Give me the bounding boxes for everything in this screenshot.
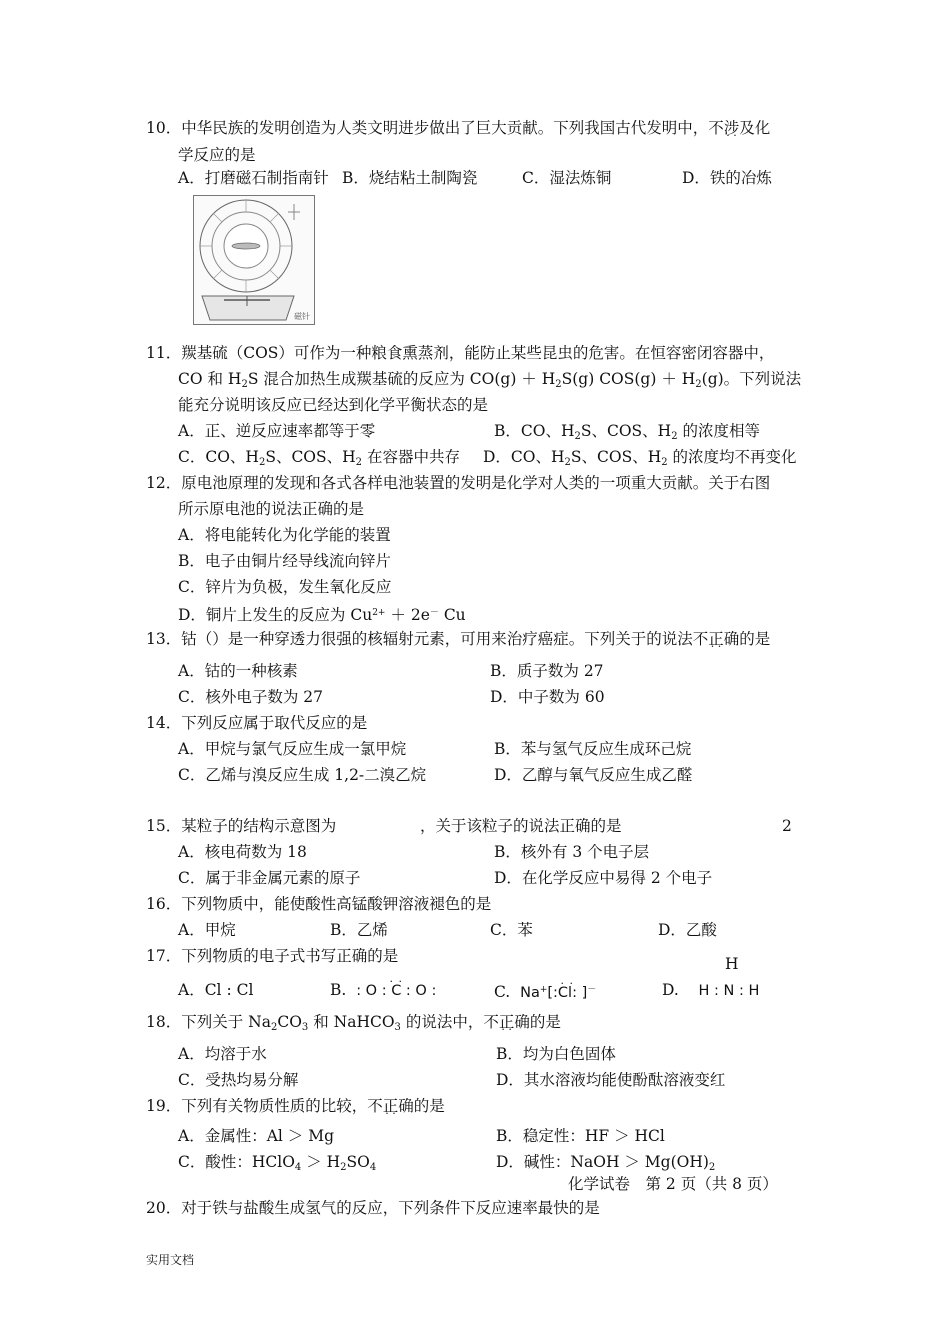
q13-stem-tail: 的是 — [739, 630, 771, 648]
subscript: 2 — [340, 1162, 347, 1173]
q12-option-d — [178, 603, 466, 625]
subscript: 2 — [574, 431, 581, 442]
q10-option-a: A．打磨磁石制指南针 — [178, 169, 329, 187]
q18-text-5: 的是 — [529, 1013, 561, 1031]
q19-emphasis: 不正确 · · — [367, 1097, 414, 1115]
q17-c-na: Na — [520, 985, 540, 1001]
q16-option-d: D．乙酸 — [658, 921, 717, 939]
q17-option-b — [330, 980, 436, 1001]
q12-d-2: ＋ 2e — [385, 606, 430, 624]
q18-option-a: A．均溶于水 — [178, 1045, 267, 1063]
q11-c-1: C．CO、H — [178, 448, 259, 466]
q17-option-c — [494, 980, 596, 1003]
q11-text-a: CO 和 H — [178, 370, 242, 388]
doc-footer: 实用文档 — [146, 1253, 195, 1267]
subscript: 4 — [369, 1162, 377, 1173]
q18-option-c: C．受热均易分解 — [178, 1071, 299, 1089]
q11-stem-line3: 能充分说明该反应已经达到化学平衡状态的是 — [178, 396, 489, 414]
q11-text-c: S(g) COS(g) ＋ H — [561, 370, 696, 388]
q10-stem-text: 10．中华民族的发明创造为人类文明进步做出了巨大贡献。下列我国古代发明中， — [146, 119, 709, 137]
q17-d-formula: H : N : H — [698, 983, 760, 999]
subscript: 2 — [564, 457, 571, 468]
q13-option-a: A．钴的一种核素 — [178, 662, 298, 680]
q19-d-1: D．碱性：NaOH ＞ Mg(OH) — [496, 1153, 709, 1171]
q15-option-a: A．核电荷数为 18 — [178, 843, 307, 861]
q18-text-2: CO — [277, 1013, 302, 1031]
q12-d-1: D．铜片上发生的反应为 Cu — [178, 606, 373, 624]
q11-d-3: 的浓度均不再变化 — [667, 448, 797, 466]
q18-option-d: D．其水溶液均能使酚酞溶液变红 — [496, 1071, 726, 1089]
plus-sign: + — [539, 985, 548, 995]
q11-b-2: S、COS、H — [580, 422, 672, 440]
q10-emphasis: 不涉及 · · — [708, 119, 755, 137]
q14-stem: 14．下列反应属于取代反应的是 — [146, 714, 368, 732]
compass-drawing — [194, 196, 314, 324]
q17-d-label: D. — [662, 981, 679, 999]
q13-stem-text: 13．钴（）是一种穿透力很强的核辐射元素，可用来治疗癌症。下列关于的说法 — [146, 630, 693, 648]
q11-text-d: (g)。下列说法 — [701, 370, 802, 388]
q10-stem-line1 — [146, 118, 770, 138]
subscript: 2 — [555, 379, 562, 390]
q14-option-c: C．乙烯与溴反应生成 1,2-二溴乙烷 — [178, 766, 427, 784]
q10-option-d: D．铁的冶炼 — [682, 169, 772, 187]
subscript: 2 — [270, 1022, 278, 1033]
q17-option-a: A．Cl : Cl — [178, 981, 254, 999]
q19-option-b: B．稳定性：HF ＞ HCl — [496, 1127, 665, 1145]
q11-b-1: B．CO、H — [494, 422, 575, 440]
q11-option-d — [483, 447, 797, 473]
q17-c-label: C. — [494, 983, 511, 1001]
subscript: 2 — [661, 457, 668, 468]
q13-option-c: C．核外电子数为 27 — [178, 688, 324, 706]
q12-option-b: B．电子由铜片经导线流向锌片 — [178, 552, 391, 570]
q11-d-2: S、COS、H — [570, 448, 662, 466]
q11-c-2: S、COS、H — [265, 448, 356, 466]
q11-stem-line2 — [178, 369, 801, 395]
subscript: 3 — [394, 1022, 401, 1033]
q19-option-a: A．金属性：Al ＞ Mg — [178, 1127, 334, 1145]
q17-stem: 17．下列物质的电子式书写正确的是 — [146, 947, 399, 965]
q18-emphasis: 不正确 · · — [483, 1013, 530, 1031]
subscript: 3 — [301, 1022, 309, 1033]
q16-option-a: A．甲烷 — [178, 921, 236, 939]
q13-emphasis: 不正确 · · — [693, 630, 740, 648]
q16-option-c: C．苯 — [490, 921, 533, 939]
q14-option-a: A．甲烷与氯气反应生成一氯甲烷 — [178, 740, 407, 758]
q10-stem-tail: 化 — [754, 119, 771, 137]
q15-side-number: 2 — [782, 817, 792, 835]
q18-text-3: 和 NaHCO — [308, 1013, 395, 1031]
q19-text-1: 19．下列有关物质性质的比较， — [146, 1097, 368, 1115]
q15-stem-part1: 15．某粒子的结构示意图为 — [146, 817, 337, 835]
page-footer: 化学试卷 第 2 页（共 8 页） — [568, 1175, 778, 1193]
q17-b-formula: : O : C : O : · · — [356, 983, 436, 999]
subscript: 4 — [294, 1162, 302, 1173]
q18-stem — [146, 1012, 561, 1038]
q19-c-2: ＞ H — [301, 1153, 341, 1171]
q11-text-b: S 混合加热生成羰基硫的反应为 CO(g) ＋ H — [247, 370, 556, 388]
q17-c-cl: [:Cl: ] · · — [547, 985, 587, 1001]
superscript: － — [429, 608, 439, 618]
superscript: 2+ — [372, 608, 386, 618]
subscript: 2 — [355, 457, 363, 468]
q12-d-3: Cu — [438, 606, 466, 624]
subscript: 2 — [695, 379, 702, 390]
subscript: 2 — [241, 379, 248, 390]
q20-stem: 20．对于铁与盐酸生成氢气的反应，下列条件下反应速率最快的是 — [146, 1199, 600, 1217]
q10-stem-line2: 学反应的是 — [178, 146, 256, 164]
q12-stem-line1: 12．原电池原理的发现和各式各样电池装置的发明是化学对人类的一项重大贡献。关于右图 — [146, 474, 771, 492]
q14-option-d: D．乙醇与氧气反应生成乙醛 — [494, 766, 693, 784]
q19-stem — [146, 1096, 445, 1116]
q11-stem-line1: 11．羰基硫（COS）可作为一种粮食熏蒸剂，能防止某些昆虫的危害。在恒容密闭容器中， — [146, 344, 775, 362]
q15-option-b: B．核外有 3 个电子层 — [494, 843, 650, 861]
q16-option-b: B．乙烯 — [330, 921, 388, 939]
q11-c-3: 在容器中共存 — [362, 448, 460, 466]
q12-stem-line2: 所示原电池的说法正确的是 — [178, 500, 365, 518]
q11-option-c — [178, 447, 460, 473]
subscript: 2 — [671, 431, 678, 442]
q13-stem — [146, 629, 770, 649]
q17-d-top-h: H — [725, 955, 739, 973]
compass-label: 磁针 — [294, 312, 310, 321]
superscript: － — [587, 985, 597, 995]
q16-stem: 16．下列物质中，能使酸性高锰酸钾溶液褪色的是 — [146, 895, 492, 913]
q19-c-3: SO — [346, 1153, 370, 1171]
q15-option-c: C．属于非金属元素的原子 — [178, 869, 361, 887]
q18-text-4: 的说法中， — [400, 1013, 484, 1031]
q14-option-b: B．苯与氢气反应生成环己烷 — [494, 740, 692, 758]
q11-b-3: 的浓度相等 — [677, 422, 760, 440]
q18-text-1: 18．下列关于 Na — [146, 1013, 271, 1031]
subscript: 2 — [708, 1162, 716, 1173]
q17-option-d — [662, 980, 759, 1001]
q11-option-a: A．正、逆反应速率都等于零 — [178, 422, 376, 440]
compass-figure — [193, 195, 315, 325]
q11-d-1: D．CO、H — [483, 448, 565, 466]
q18-option-b: B．均为白色固体 — [496, 1045, 616, 1063]
q19-option-c — [178, 1152, 376, 1178]
q12-option-a: A．将电能转化为化学能的装置 — [178, 526, 391, 544]
q11-option-b — [494, 421, 760, 447]
q19-text-2: 的是 — [413, 1097, 445, 1115]
subscript: 2 — [258, 457, 266, 468]
q17-b-label: B. — [330, 981, 347, 999]
q12-option-c: C．锌片为负极，发生氧化反应 — [178, 578, 392, 596]
q15-option-d: D．在化学反应中易得 2 个电子 — [494, 869, 713, 887]
q19-c-1: C．酸性：HClO — [178, 1153, 295, 1171]
q10-option-b: B．烧结粘土制陶瓷 — [342, 169, 478, 187]
q13-option-d: D．中子数为 60 — [490, 688, 605, 706]
q10-option-c: C．湿法炼铜 — [522, 169, 612, 187]
q15-stem-part2: ，关于该粒子的说法正确的是 — [420, 817, 622, 835]
q13-option-b: B．质子数为 27 — [490, 662, 604, 680]
